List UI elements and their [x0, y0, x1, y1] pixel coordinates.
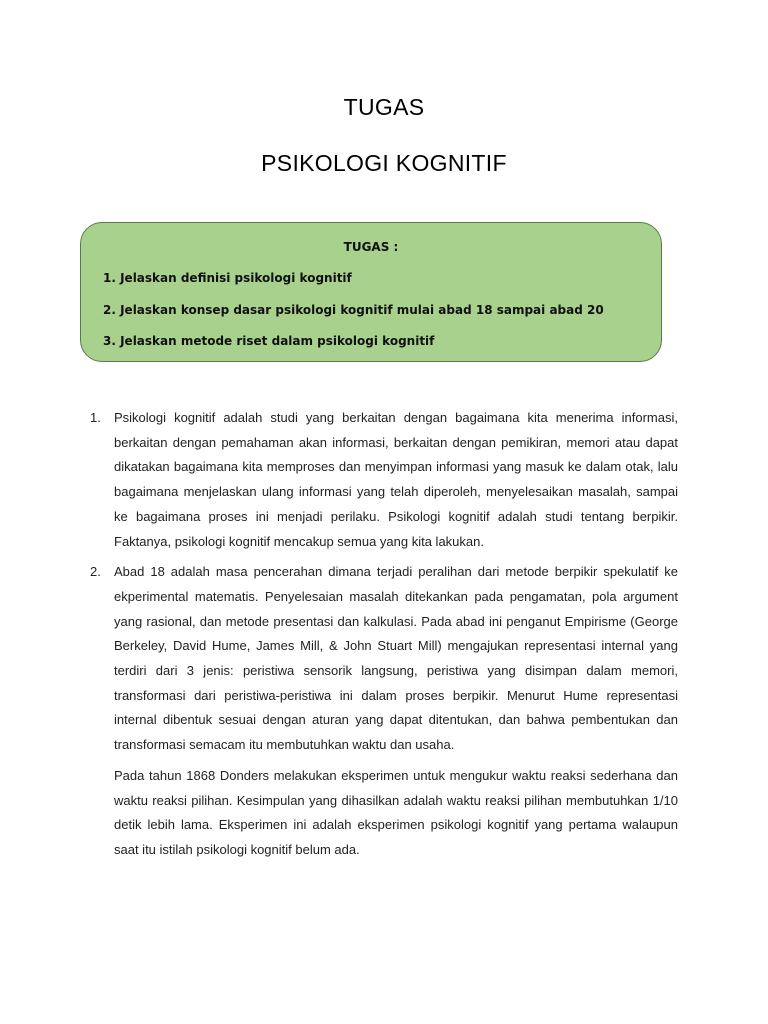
answer-number: 2.	[90, 564, 101, 580]
task-item: 3. Jelaskan metode riset dalam psikologi kognitif	[103, 334, 435, 348]
answer-paragraph: Abad 18 adalah masa pencerahan dimana terjadi peralihan dari metode berpikir spekulatif ke ekperimental matematis. Penyelesaian masalah ditekankan pada pengamatan, pola argument yang rasional, dan metode presentasi dan kalkulasi. Pada abad ini penganut Empirisme (George Berkeley, David Hume, James Mill, & John Stuart Mill) mengajukan representasi internal yang terdiri dari 3 jenis: peristiwa sensorik langsung, peristiwa yang disimpan dalam memori, transformasi dari peristiwa-peristiwa ini dalam proses berpikir. Menurut Hume representasi internal dibentuk sesuai dengan aturan yang dapat ditentukan, dan bahwa pembentukan dan transformasi semacam itu membutuhkan waktu dan usaha.	[114, 564, 678, 753]
task-box	[80, 222, 662, 362]
task-item: 1. Jelaskan definisi psikologi kognitif	[103, 271, 352, 285]
answer-item	[90, 560, 678, 862]
answer-list	[90, 406, 678, 869]
document-subtitle: PSIKOLOGI KOGNITIF	[261, 150, 507, 176]
task-item: 2. Jelaskan konsep dasar psikologi kognitif mulai abad 18 sampai abad 20	[103, 303, 604, 317]
answer-paragraph: Psikologi kognitif adalah studi yang berkaitan dengan bagaimana kita menerima informasi, berkaitan dengan pemahaman akan informasi, berkaitan dengan pemikiran, memori atau dapat dikatakan bagaimana kita memproses dan menyimpan informasi yang masuk ke dalam otak, lalu bagaimana menjelaskan ulang informasi yang telah diperoleh, menyelesaikan masalah, sampai ke bagaimana proses ini menjadi perilaku. Psikologi kognitif adalah studi tentang berpikir. Faktanya, psikologi kognitif mencakup semua yang kita lakukan.	[114, 410, 678, 549]
answer-item	[90, 406, 678, 554]
answer-number: 1.	[90, 410, 101, 425]
document-title: TUGAS	[343, 94, 425, 120]
task-heading: TUGAS :	[343, 240, 399, 254]
answer-paragraph: Pada tahun 1868 Donders melakukan eksperimen untuk mengukur waktu reaksi sederhana dan waktu reaksi pilihan. Kesimpulan yang dihasilkan adalah waktu reaksi pilihan membutuhkan 1/10 detik lebih lama. Eksperimen ini adalah eksperimen psikologi kognitif yang pertama walaupun saat itu istilah psikologi kognitif belum ada.	[114, 767, 678, 857]
